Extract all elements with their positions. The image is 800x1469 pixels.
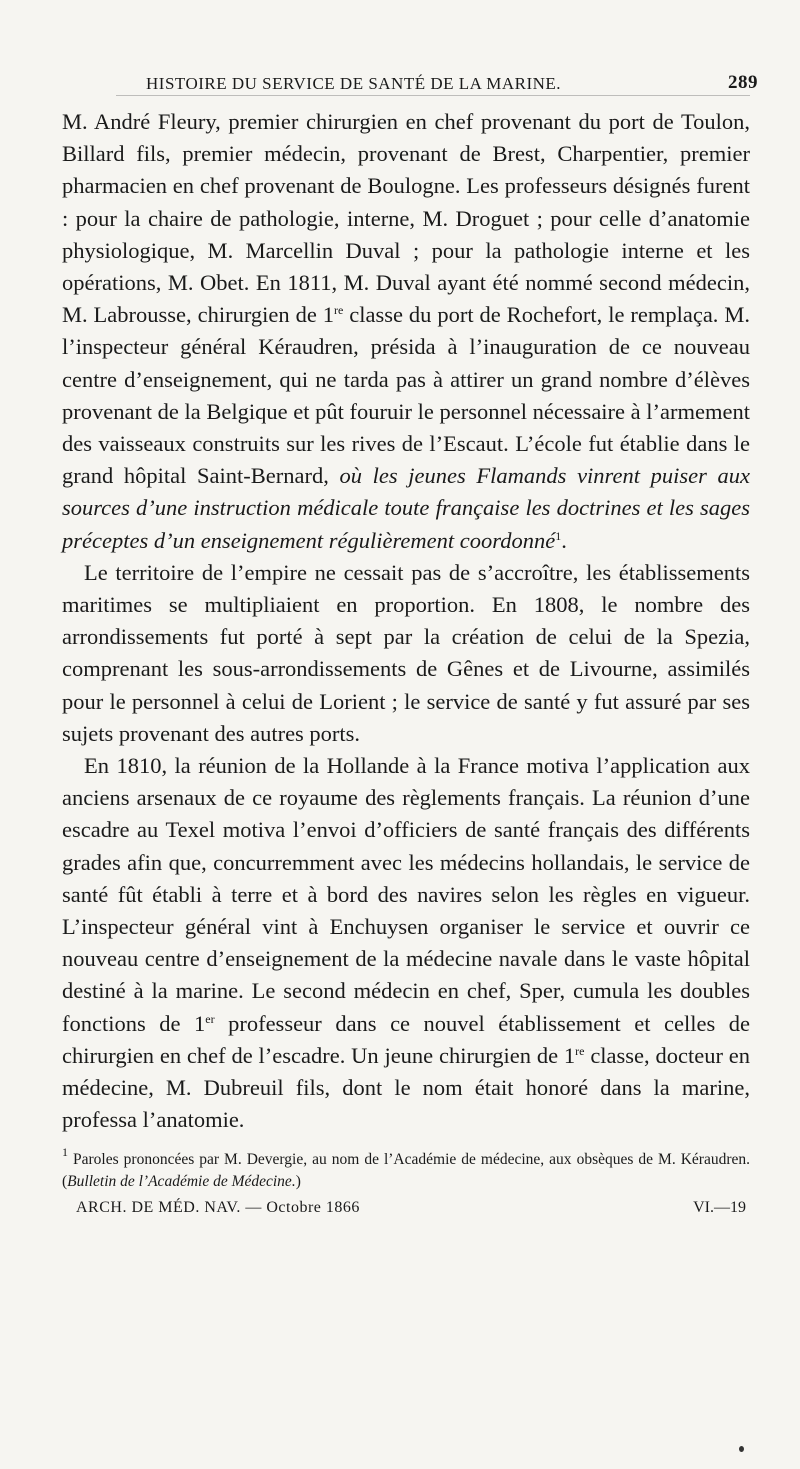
paragraph-1-part-b: classe du port de Rochefort, le remplaça. M. l’inspecteur général Kéraudren, présida à l’inauguration de ce nouveau centre d’enseignement, qui ne tarda pas à attirer un grand nombre d’élèves provenant de la Belgique et pût fouruir le personnel nécessaire à l’armement des vaisseaux construits sur les rives de l’Escaut. L’école fut établie dans le grand hôpital Saint-Bernard, [62,302,750,489]
paragraph-1 [62,106,750,557]
footnote-text: Paroles prononcées par M. Devergie, au nom de l’Académie de médecine, aux obsèques de M. Kéraudren. ( [62,1150,750,1190]
ink-speck [739,1446,744,1452]
signature-footer [62,1199,750,1223]
footnote-citation: Bulletin de l’Académie de Médecine. [67,1172,296,1190]
paragraph-1-end: . [561,527,567,553]
body-text [62,106,750,1223]
paragraph-3-part-a: En 1810, la réunion de la Hollande à la France motiva l’application aux anciens arsenaux de ce royaume des règlements français. La réunion d’une escadre au Texel motiva l’envoi d’officiers de santé français des différents grades afin que, concurremment avec les médecins hollandais, le service de santé fût établi à terre et à bord des navires selon les règles en vigueur. L’inspecteur général vint à Enchuysen organiser le service et ouvrir ce nouveau centre d’enseignement de la médecine navale dans le vaste hôpital destiné à la marine. Le second médecin en chef, Sper, cumula les doubles fonctions de 1 [62,753,750,1036]
sheet-signature: VI.—19 [693,1198,746,1216]
footnote-reference[interactable]: 1 [555,528,562,543]
footnote [62,1144,750,1193]
running-title: HISTOIRE DU SERVICE DE SANTÉ DE LA MARINE. [146,74,562,93]
paragraph-1-part-a: M. André Fleury, premier chirurgien en chef provenant du port de Toulon, Billard fils, premier médecin, provenant de Brest, Charpentier, premier pharmacien en chef provenant de Boulogne. Les professeurs désignés furent : pour la chaire de pathologie, interne, M. Droguet ; pour celle d’anatomie physiologique, M. Marcellin Duval ; pour la pathologie interne et les opérations, M. Obet. En 1811, M. Duval ayant été nommé second médecin, M. Labrousse, chirurgien de 1 [62,109,750,328]
ordinal-superscript: er [205,1011,215,1026]
ordinal-superscript: re [334,303,344,318]
book-page [62,62,758,1216]
paragraph-2: Le territoire de l’empire ne cessait pas de s’accroître, les établissements maritimes se multipliaient en proportion. En 1808, le nombre des arrondissements fut porté à sept par la création de celui de la Spezia, comprenant les sous-arrondissements de Gênes et de Livourne, assimilés pour le personnel à celui de Lorient ; le service de santé y fut assuré par ses sujets provenant des autres ports. [62,559,750,746]
quoted-italic-text: où les jeunes Flamands vinrent puiser aux sources d’une instruction médicale toute française les doctrines et les sages préceptes d’un enseignement régulièrement coordonné [62,463,750,553]
footnote-mark: 1 [62,1144,68,1159]
footnote-end: ) [295,1172,301,1190]
header-rule [116,95,750,96]
running-head [62,62,758,93]
ordinal-superscript: re [575,1043,585,1058]
journal-signature: ARCH. DE MÉD. NAV. — Octobre 1866 [76,1198,360,1216]
paragraph-3-part-b: professeur dans ce nouvel établissement et celles de chirurgien en chef de l’escadre. Un jeune chirurgien de 1 [62,1010,750,1068]
page-number: 289 [728,72,758,93]
paragraph-3 [62,750,750,1136]
paragraph-3-part-c: classe, docteur en médecine, M. Dubreuil fils, dont le nom était honoré dans la marine, professa l’anatomie. [62,1042,750,1133]
